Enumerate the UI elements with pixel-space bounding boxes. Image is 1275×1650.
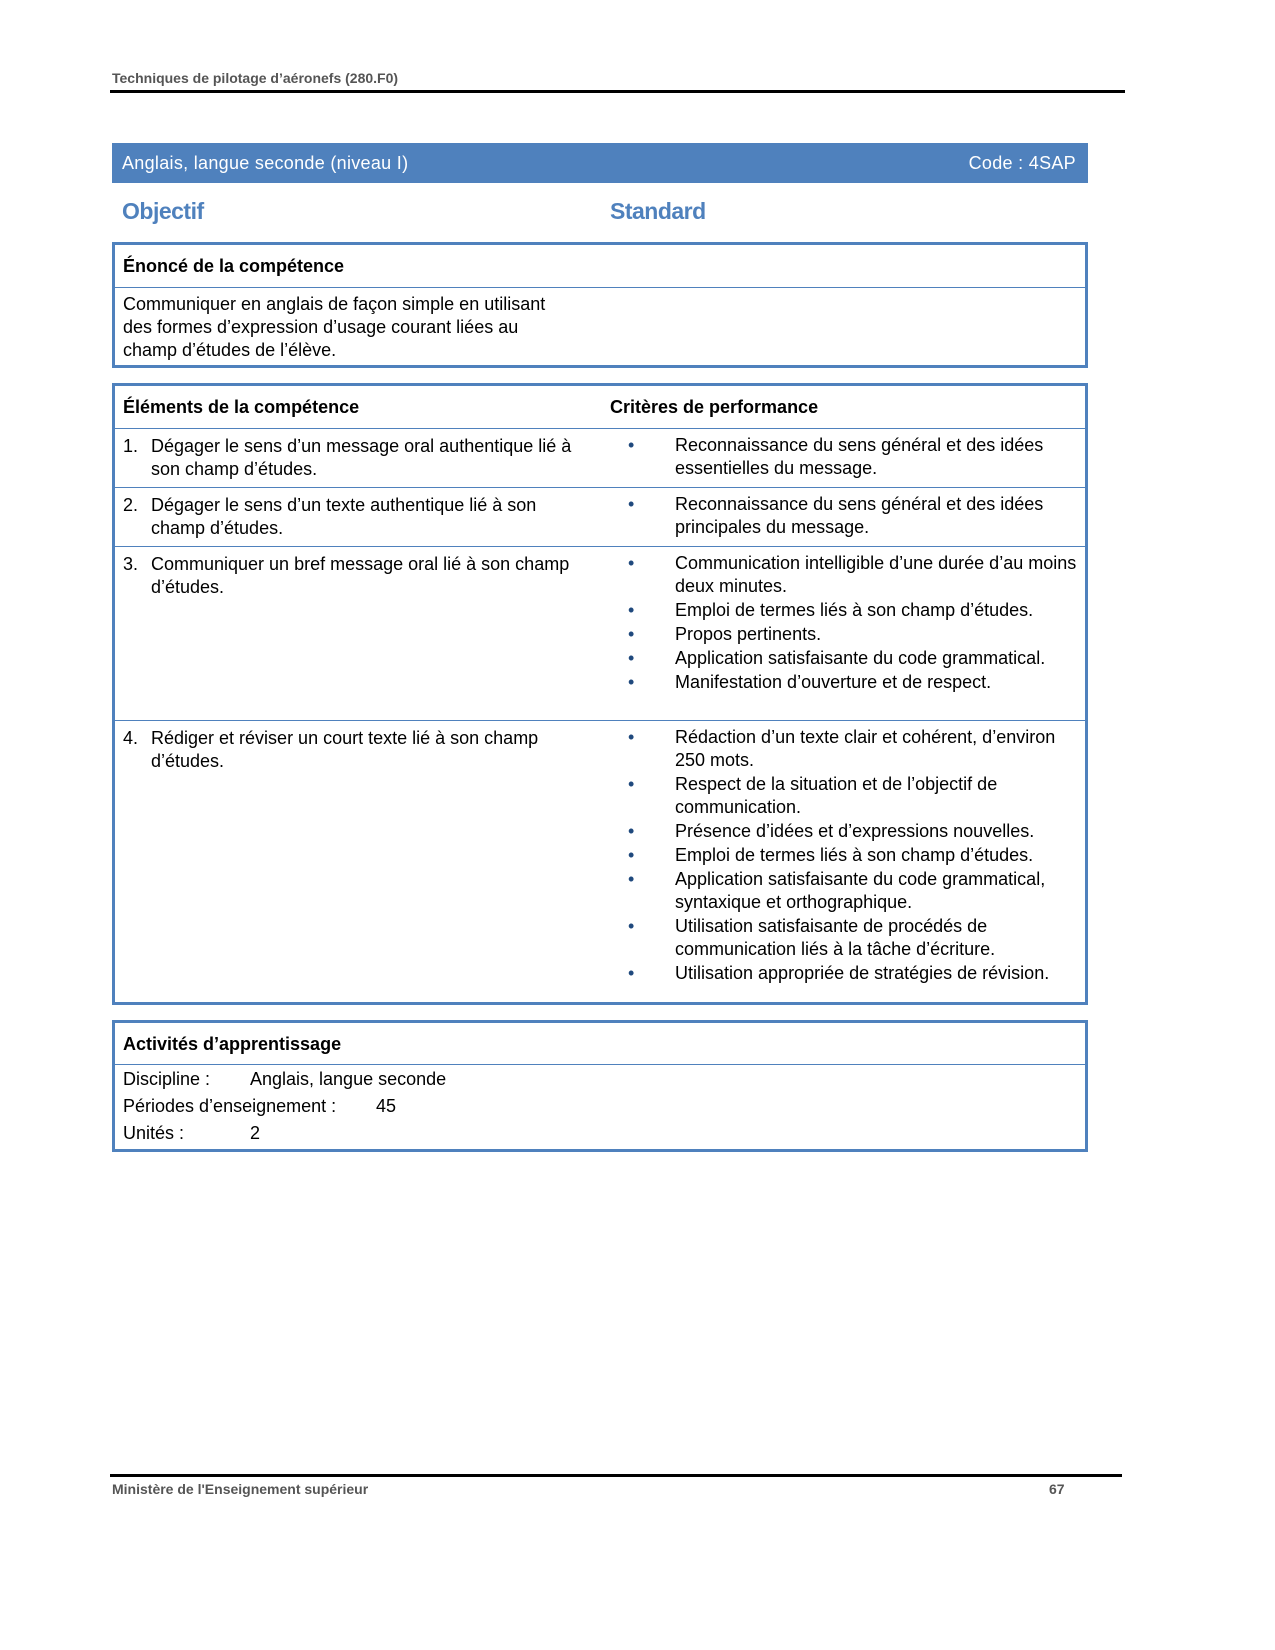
element-number: 1.: [123, 436, 139, 456]
activites-box: [112, 1020, 1088, 1152]
element-number: 3.: [123, 554, 139, 574]
criteria-text: Manifestation d’ouverture et de respect.: [675, 672, 992, 692]
bullet-icon: •: [628, 821, 635, 841]
criteria-text: Communication intelligible d’une durée d’au moins deux minutes.: [675, 553, 1077, 596]
elements-heading: Éléments de la compétence: [123, 397, 360, 417]
bullet-icon: •: [628, 845, 635, 865]
criteria-item: [610, 773, 1077, 819]
running-header: Techniques de pilotage d’aéronefs (280.F0): [112, 70, 399, 86]
activites-heading: Activités d’apprentissage: [123, 1034, 342, 1054]
element-text: Dégager le sens d’un message oral authentique lié à son champ d’études.: [151, 436, 572, 479]
criteria-item: [610, 868, 1077, 914]
criteria-list: [610, 552, 1077, 694]
course-code: Code : 4SAP: [968, 152, 1076, 173]
course-title: Anglais, langue seconde (niveau I): [122, 152, 409, 173]
periodes-value: 45: [376, 1096, 397, 1116]
periodes-label: Périodes d’enseignement :: [123, 1096, 337, 1116]
element-number: 4.: [123, 728, 139, 748]
enonce-heading: Énoncé de la compétence: [123, 256, 345, 276]
criteria-text: Emploi de termes liés à son champ d’études.: [675, 845, 1034, 865]
enonce-line: Communiquer en anglais de façon simple en utilisant: [123, 294, 546, 314]
criteria-item: [610, 434, 1077, 480]
bullet-icon: •: [628, 869, 635, 889]
criteria-item: [610, 552, 1077, 598]
bullet-icon: •: [628, 916, 635, 936]
bullet-icon: •: [628, 963, 635, 983]
criteria-text: Emploi de termes liés à son champ d’études.: [675, 600, 1034, 620]
enonce-text: [115, 288, 602, 368]
element-row: [115, 487, 1085, 546]
footer-ministry: Ministère de l'Enseignement supérieur: [112, 1481, 369, 1497]
bullet-icon: •: [628, 648, 635, 668]
unites-value: 2: [250, 1123, 261, 1143]
criteria-item: [610, 671, 1077, 694]
criteria-text: Présence d’idées et d’expressions nouvelles.: [675, 821, 1035, 841]
criteria-item: [610, 820, 1077, 843]
enonce-line: des formes d’expression d’usage courant liées au: [123, 317, 519, 337]
page-number: 67: [1049, 1481, 1065, 1497]
criteria-text: Reconnaissance du sens général et des idées essentielles du message.: [675, 435, 1044, 478]
criteria-item: [610, 599, 1077, 622]
section-standard: Standard: [610, 198, 706, 224]
criteria-text: Reconnaissance du sens général et des idées principales du message.: [675, 494, 1044, 537]
enonce-line: champ d’études de l’élève.: [123, 340, 337, 360]
bullet-icon: •: [628, 494, 635, 514]
footer-rule: [110, 1474, 1122, 1477]
bullet-icon: •: [628, 774, 635, 794]
criteria-item: [610, 493, 1077, 539]
criteria-list: [610, 493, 1077, 539]
criteria-item: [610, 623, 1077, 646]
criteria-text: Rédaction d’un texte clair et cohérent, d’environ 250 mots.: [675, 727, 1056, 770]
criteria-text: Respect de la situation et de l’objectif de communication.: [675, 774, 998, 817]
criteria-item: [610, 915, 1077, 961]
enonce-box: [112, 242, 1088, 368]
element-text: Rédiger et réviser un court texte lié à son champ d’études.: [151, 728, 539, 771]
element-number: 2.: [123, 495, 139, 515]
criteria-text: Utilisation satisfaisante de procédés de communication liés à la tâche d’écriture.: [675, 916, 996, 959]
discipline-label: Discipline :: [123, 1069, 211, 1089]
bullet-icon: •: [628, 672, 635, 692]
element-row: [115, 720, 1085, 1002]
criteria-item: [610, 726, 1077, 772]
bullet-icon: •: [628, 435, 635, 455]
bullet-icon: •: [628, 624, 635, 644]
criteria-text: Application satisfaisante du code grammatical.: [675, 648, 1046, 668]
criteria-item: [610, 647, 1077, 670]
criteria-text: Propos pertinents.: [675, 624, 822, 644]
element-row: [115, 428, 1085, 487]
bullet-icon: •: [628, 600, 635, 620]
elements-table: [112, 383, 1088, 1005]
discipline-value: Anglais, langue seconde: [250, 1069, 447, 1089]
section-objectif: Objectif: [122, 198, 204, 224]
criteria-heading: Critères de performance: [610, 397, 819, 417]
criteria-text: Utilisation appropriée de stratégies de révision.: [675, 963, 1050, 983]
bullet-icon: •: [628, 553, 635, 573]
criteria-item: [610, 962, 1077, 985]
element-text: Dégager le sens d’un texte authentique lié à son champ d’études.: [151, 495, 537, 538]
bullet-icon: •: [628, 727, 635, 747]
criteria-list: [610, 726, 1077, 985]
criteria-text: Application satisfaisante du code grammatical, syntaxique et orthographique.: [675, 869, 1046, 912]
element-text: Communiquer un bref message oral lié à son champ d’études.: [151, 554, 570, 597]
header-rule: [110, 90, 1125, 93]
element-row: [115, 546, 1085, 720]
criteria-item: [610, 844, 1077, 867]
course-banner: [112, 143, 1088, 183]
criteria-list: [610, 434, 1077, 480]
unites-label: Unités :: [123, 1123, 185, 1143]
